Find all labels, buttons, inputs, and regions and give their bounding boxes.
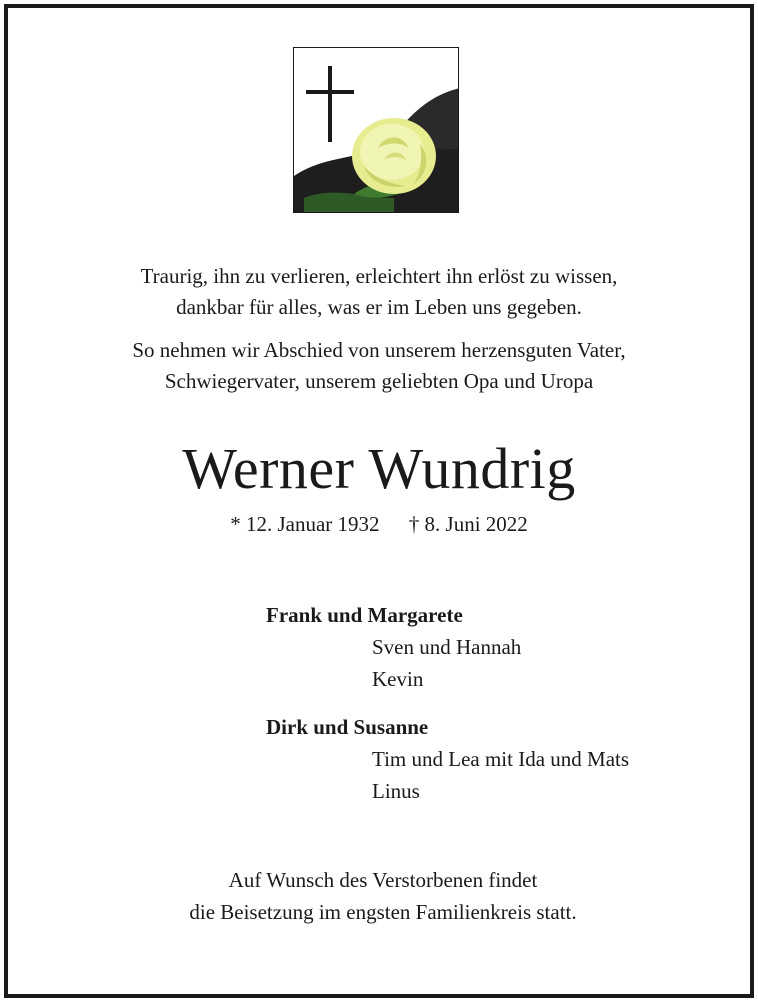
closing-note — [0, 864, 758, 928]
death-date: † 8. Juni 2022 — [408, 512, 528, 536]
closing-line: Auf Wunsch des Verstorbenen findet — [228, 868, 538, 892]
mourner-group-head: Frank und Margarete — [266, 603, 463, 627]
intro-line: dankbar für alles, was er im Leben uns gegeben. — [176, 295, 582, 319]
cross-rose-image — [293, 47, 459, 213]
mourner-member: Kevin — [372, 667, 424, 691]
birth-date: * 12. Januar 1932 — [230, 512, 380, 536]
mourner-member: Linus — [372, 779, 420, 803]
mourner-member: Sven und Hannah — [372, 635, 522, 659]
mourner-member: Tim und Lea mit Ida und Mats — [372, 747, 630, 771]
mourner-group — [266, 599, 521, 695]
farewell-line: So nehmen wir Abschied von unserem herzensguten Vater, — [132, 338, 626, 362]
farewell-text — [0, 335, 758, 397]
intro-line: Traurig, ihn zu verlieren, erleichtert ihn erlöst zu wissen, — [140, 264, 618, 288]
closing-line: die Beisetzung im engsten Familienkreis statt. — [189, 900, 577, 924]
mourner-group — [266, 711, 629, 807]
mourner-group-head: Dirk und Susanne — [266, 715, 429, 739]
deceased-name: Werner Wundrig — [182, 436, 576, 501]
life-dates — [0, 512, 758, 537]
cross-rose-icon — [294, 48, 459, 213]
farewell-line: Schwiegervater, unserem geliebten Opa und Uropa — [164, 369, 594, 393]
intro-verse — [0, 261, 758, 323]
